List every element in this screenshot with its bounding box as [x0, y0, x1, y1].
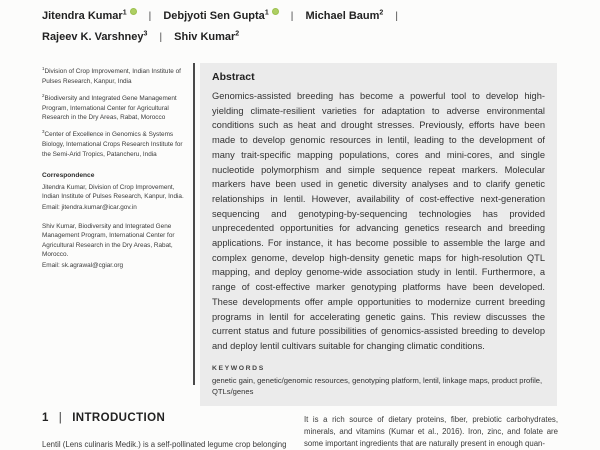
correspondence-entry-email: Email: sk.agrawal@cgiar.org [42, 261, 124, 269]
author-name: Rajeev K. Varshney [42, 31, 144, 44]
abstract-heading: Abstract [212, 71, 255, 83]
author-line-2 [42, 26, 542, 48]
author-affiliation-sup: 3 [143, 30, 148, 38]
keywords-heading: KEYWORDS [212, 364, 265, 372]
introduction-right-column [304, 414, 558, 450]
author-affiliation-sup: 1 [264, 9, 269, 16]
author-name: Michael Baum [305, 9, 380, 22]
introduction-paragraph: It is a rich source of dietary proteins, fiber, prebiotic carbohydrates, minerals, and vitamins (Kumar et al., 2016). Iron, zinc, and folate are some important ingredients that are naturally present in enough quan- [304, 415, 558, 449]
orcid-icon[interactable] [130, 8, 137, 15]
affiliation-text: Biodiversity and Integrated Gene Management Program, International Center for Agricultural Research in the Dry Areas, Rabat, Morocco [42, 94, 177, 122]
section-title: INTRODUCTION [72, 412, 166, 424]
author-separator: | [395, 10, 398, 22]
correspondence-entry-email: Email: jitendra.kumar@icar.gov.in [42, 203, 137, 211]
author-5 [174, 31, 239, 43]
author-affiliation-sup: 2 [379, 9, 384, 16]
abstract-body: Genomics-assisted breeding has become a powerful tool to develop high-yielding climate-resilient varieties for adaptation to adverse environmental conditions such as heat and drought stresses. Previously, efforts have been made to develop genomic resources in lentil, leading to the development of many trait-specific mapping populations, cores and mini-cores, and single nucleotide polymorphism and simple sequence repeat markers. Molecular markers have been used in genetic diversity analyses and to clarify genetic relationships in lentil. However, availability of cost-effective next-generation sequencing and genotyping-by-sequencing technologies has provided unprecedented opportunities for advancing genetics research and breeding applications. For instance, it has become possible to assemble the large and complex genome, develop high-density genetic maps for high-resolution QTL mapping, and deploy genome-wide association study in lentil. Furthermore, a range of cost-effective marker genotyping platforms have been developed. These developments offer ample opportunities to modernize current breeding programs in lentil for accelerating genetic gains. This review discusses the current status and future possibilities of genomics-assisted breeding to develop and deploy lentil cultivars suitable for changing climatic conditions. [212, 91, 545, 351]
author-name: Shiv Kumar [174, 31, 236, 44]
author-affiliation-sup: 2 [235, 30, 240, 38]
author-separator: | [290, 10, 294, 22]
correspondence-entry-text: Jitendra Kumar, Division of Crop Improvement, Indian Institute of Pulses Research, Kanpur, India. [42, 183, 184, 201]
column-divider [193, 63, 195, 385]
affiliation-text: Center of Excellence in Genomics & Systems Biology, International Crops Research Institute for the Semi-Arid Tropics, Patancheru, India [42, 131, 183, 158]
author-1 [42, 10, 137, 22]
correspondence-entry-text: Shiv Kumar, Biodiversity and Integrated Gene Management Program, International Center for Agricultural Research in the Dry Areas, Rabat, Morocco. [42, 222, 175, 259]
section-separator: | [58, 412, 63, 424]
orcid-icon[interactable] [272, 8, 279, 15]
introduction-section [42, 412, 558, 450]
author-4 [42, 31, 147, 43]
affiliation-sup: 3 [42, 129, 45, 135]
author-separator: | [148, 10, 152, 22]
affiliation-3 [42, 127, 190, 159]
metadata-column [42, 64, 190, 279]
author-3 [305, 10, 383, 22]
author-separator: | [159, 32, 163, 44]
introduction-paragraph: Lentil (Lens culinaris Medik.) is a self-pollinated legume crop belonging [42, 440, 287, 449]
author-byline [42, 4, 542, 47]
affiliation-sup: 2 [42, 92, 45, 98]
author-affiliation-sup: 1 [122, 9, 127, 16]
affiliation-1 [42, 64, 190, 86]
author-name: Jitendra Kumar [42, 9, 123, 22]
affiliation-sup: 1 [42, 66, 45, 71]
author-name: Debjyoti Sen Gupta [163, 9, 265, 22]
introduction-left-column [42, 412, 290, 450]
correspondence-heading: Correspondence [42, 172, 95, 180]
author-line-1 [42, 4, 542, 26]
author-2 [163, 10, 278, 22]
affiliation-2 [42, 91, 190, 123]
affiliation-text: Division of Crop Improvement, Indian Institute of Pulses Research, Kanpur, India [42, 68, 181, 85]
keywords-list: genetic gain, genetic/genomic resources, genotyping platform, lentil, linkage maps, product profile, QTLs/genes [212, 375, 543, 396]
abstract-box [200, 63, 557, 406]
section-number: 1 [42, 412, 49, 424]
section-heading [42, 412, 290, 424]
